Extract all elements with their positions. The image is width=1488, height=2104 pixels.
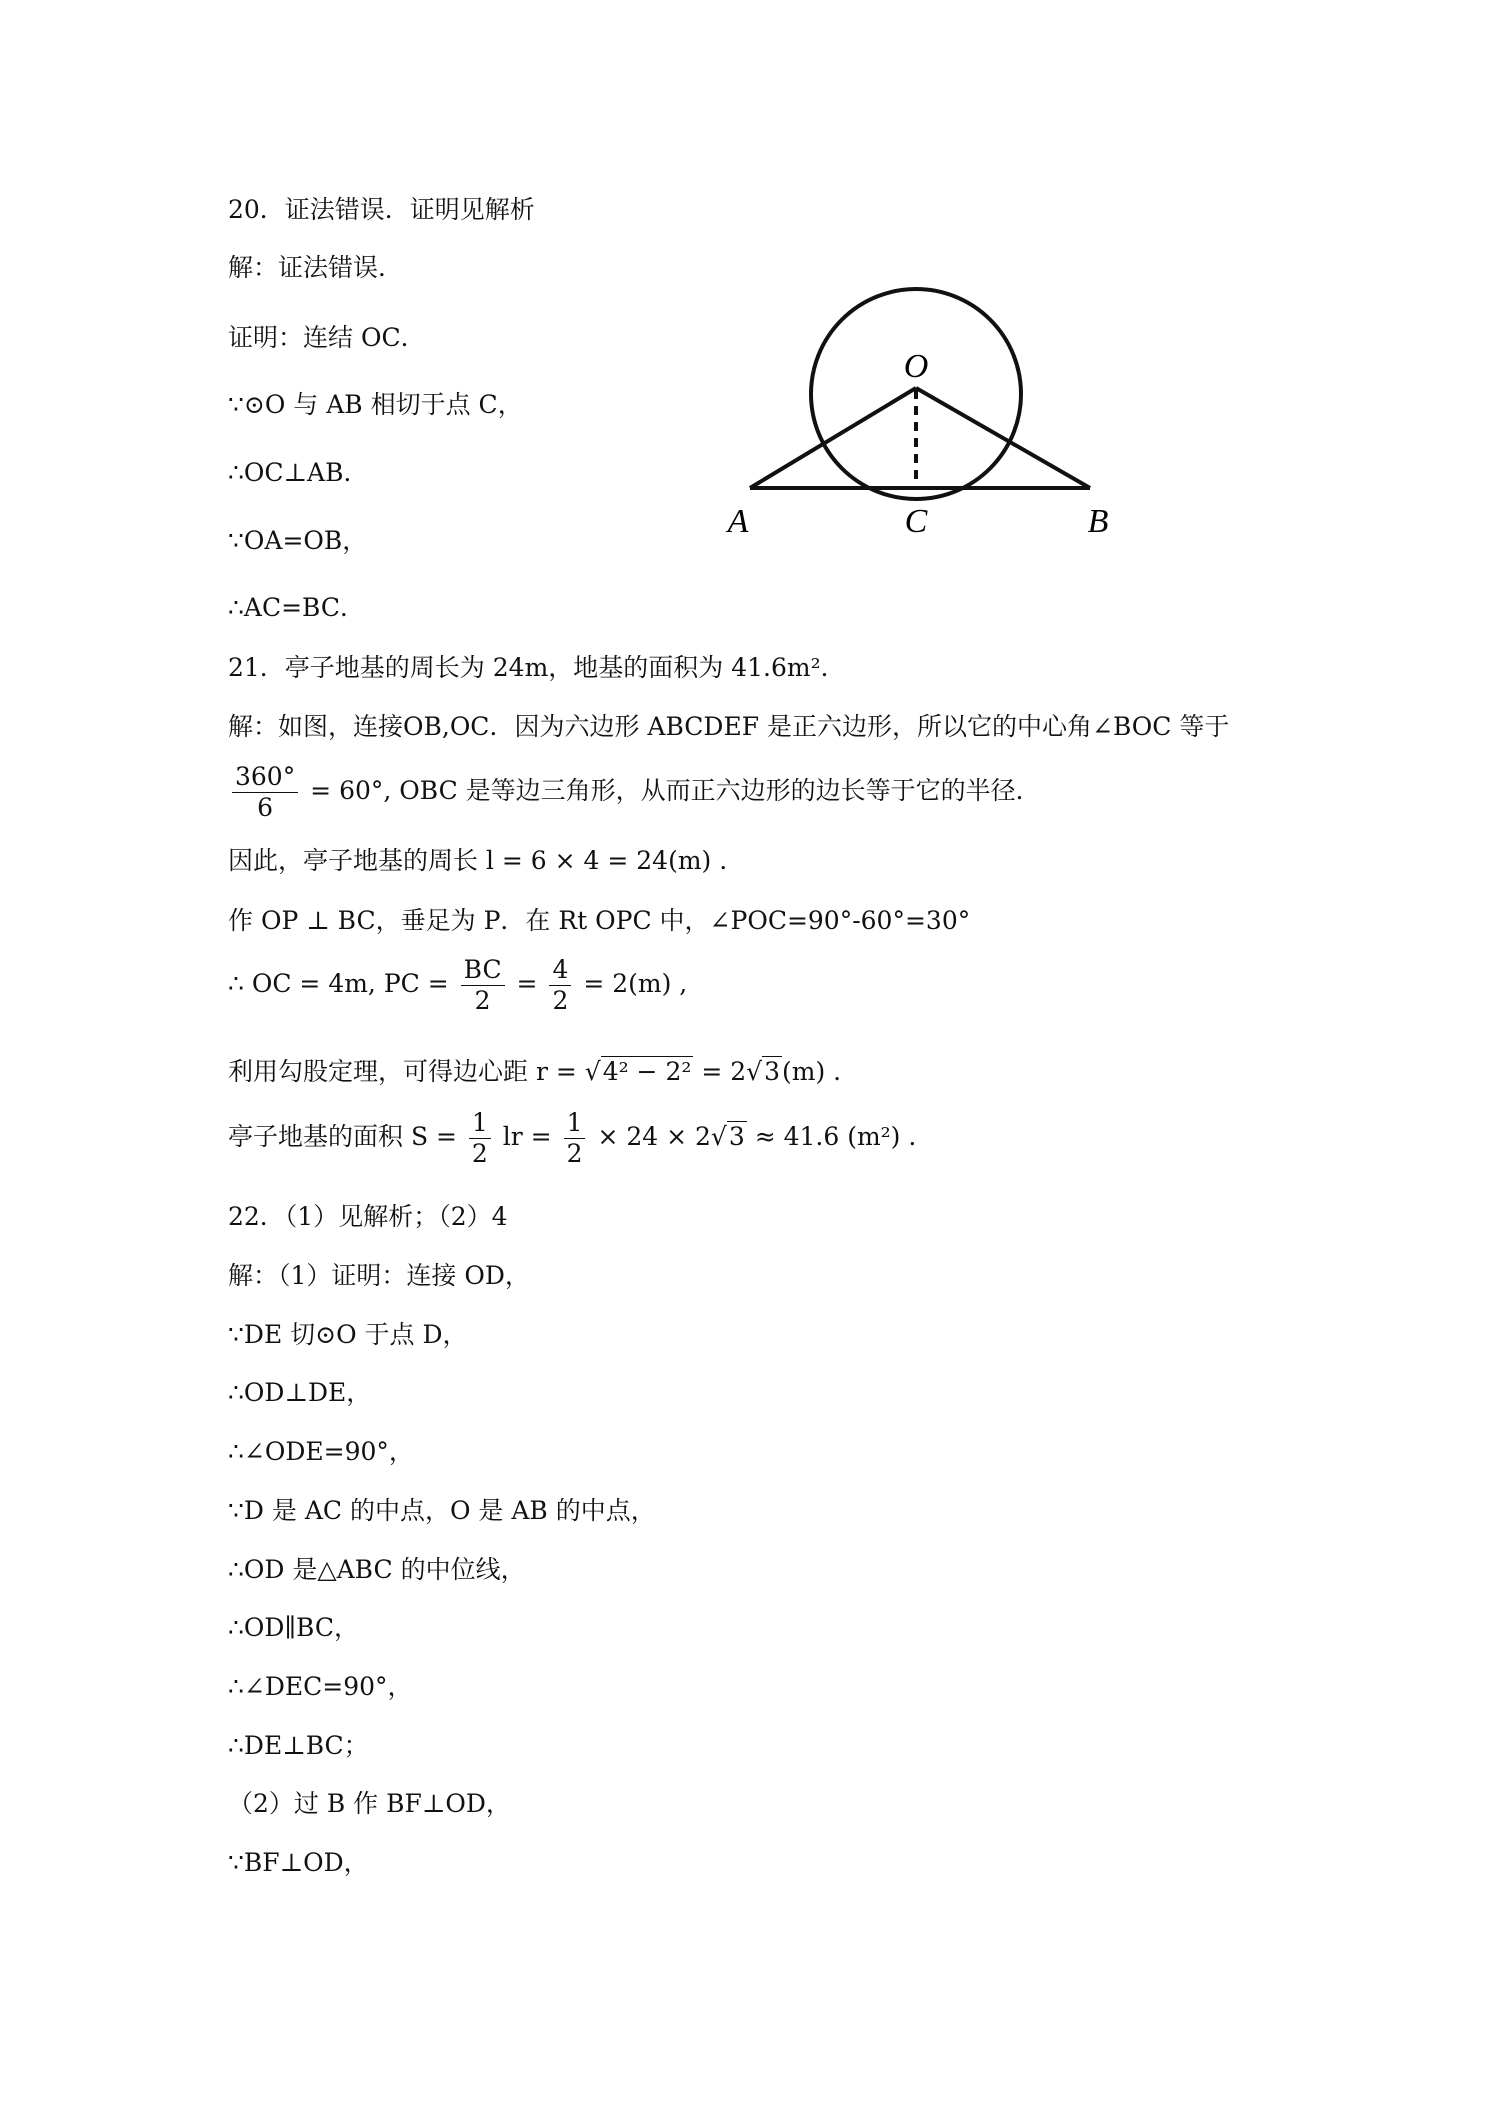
fraction-numerator: 1 — [564, 1108, 586, 1139]
tangent-circle-figure — [720, 270, 1120, 550]
text-segment: = 2(m) , — [583, 969, 688, 998]
text-line: ∵BF⊥OD， — [228, 1848, 369, 1877]
fraction-numerator: BC — [461, 955, 505, 986]
text-segment: 利用勾股定理，可得边心距 r = — [228, 1057, 577, 1086]
text-line: ∵D 是 AC 的中点，O 是 AB 的中点， — [228, 1496, 656, 1525]
line-oa — [750, 388, 916, 488]
label-c: C — [904, 503, 928, 540]
radicand: 4² − 2² — [602, 1057, 692, 1086]
radicand: 3 — [728, 1122, 745, 1151]
label-o: O — [903, 348, 929, 385]
text-segment: = — [516, 969, 538, 998]
text-line: 解：证法错误． — [228, 253, 404, 282]
text-line: ∵DE 切⊙O 于点 D， — [228, 1320, 468, 1349]
fraction-denominator: 6 — [257, 793, 274, 822]
text-line: ∴OD∥BC， — [228, 1613, 359, 1642]
text-line: ∴OD⊥DE， — [228, 1378, 372, 1407]
fraction — [232, 762, 298, 823]
text-line: ∴∠ODE=90°， — [228, 1437, 414, 1466]
label-a: A — [727, 503, 749, 540]
answer-21-heading: 21．亭子地基的周长为 24m，地基的面积为 41.6m²． — [228, 653, 846, 682]
fraction — [564, 1108, 586, 1169]
text-segment: (m) . — [782, 1057, 842, 1086]
fraction-numerator: 1 — [469, 1108, 491, 1139]
fraction — [469, 1108, 491, 1169]
fraction-denominator: 2 — [471, 1139, 488, 1168]
fraction-denominator: 2 — [474, 986, 491, 1015]
text-line: ∵⊙O 与 AB 相切于点 C， — [228, 390, 523, 419]
line-ob — [916, 388, 1090, 488]
label-b: B — [1087, 503, 1109, 540]
text-segment: ≈ 41.6 (m²) . — [754, 1122, 917, 1151]
text-line-fraction — [228, 955, 687, 1016]
text-segment: 亭子地基的面积 S = — [228, 1122, 457, 1151]
text-line: （2）过 B 作 BF⊥OD， — [228, 1789, 511, 1818]
text-line: ∴∠DEC=90°， — [228, 1672, 413, 1701]
text-segment: = 60°, OBC 是等边三角形，从而正六边形的边长等于它的半径． — [310, 776, 1041, 805]
radicand: 3 — [764, 1057, 780, 1086]
text-line: ∴OC⊥AB． — [228, 458, 369, 487]
text-line: 解：（1）证明：连接 OD， — [228, 1261, 530, 1290]
text-line: ∵OA=OB， — [228, 526, 368, 555]
text-line-fraction — [228, 762, 1041, 823]
text-line: 证明：连结 OC． — [228, 323, 426, 352]
text-line: 解：如图，连接OB,OC．因为六边形 ABCDEF 是正六边形，所以它的中心角∠BOC 等于 — [228, 712, 1230, 741]
text-segment: ∴ OC = 4m, PC = — [228, 969, 449, 998]
text-line: 因此，亭子地基的周长 l = 6 × 4 = 24(m) . — [228, 846, 728, 875]
fraction-denominator: 2 — [552, 986, 569, 1015]
text-line-sqrt: 利用勾股定理，可得边心距 r = √4² − 2² = 2√3(m) . — [228, 1057, 842, 1086]
fraction-numerator: 4 — [549, 955, 571, 986]
answer-20-heading: 20．证法错误．证明见解析 — [228, 195, 535, 224]
text-line: ∴OD 是△ABC 的中位线， — [228, 1555, 526, 1584]
text-segment: lr = — [502, 1122, 552, 1151]
fraction — [461, 955, 505, 1016]
fraction-numerator: 360° — [232, 762, 298, 793]
text-segment: × 24 × 2 — [597, 1122, 711, 1151]
fraction-denominator: 2 — [566, 1139, 583, 1168]
text-line: 作 OP ⊥ BC，垂足为 P．在 Rt OPC 中，∠POC=90°-60°=30° — [228, 906, 971, 935]
text-segment: = 2 — [701, 1057, 747, 1086]
answer-22-heading: 22．（1）见解析；（2）4 — [228, 1202, 508, 1231]
text-line: ∴DE⊥BC； — [228, 1731, 369, 1760]
fraction — [549, 955, 571, 1016]
text-line: ∴AC=BC． — [228, 593, 365, 622]
text-line-fraction: 亭子地基的面积 S = $\frac{1}{2}$ lr = $\frac{1}{2}$ × 24 × 2√3 ≈ 41.6 (m²) . — [228, 1108, 917, 1168]
